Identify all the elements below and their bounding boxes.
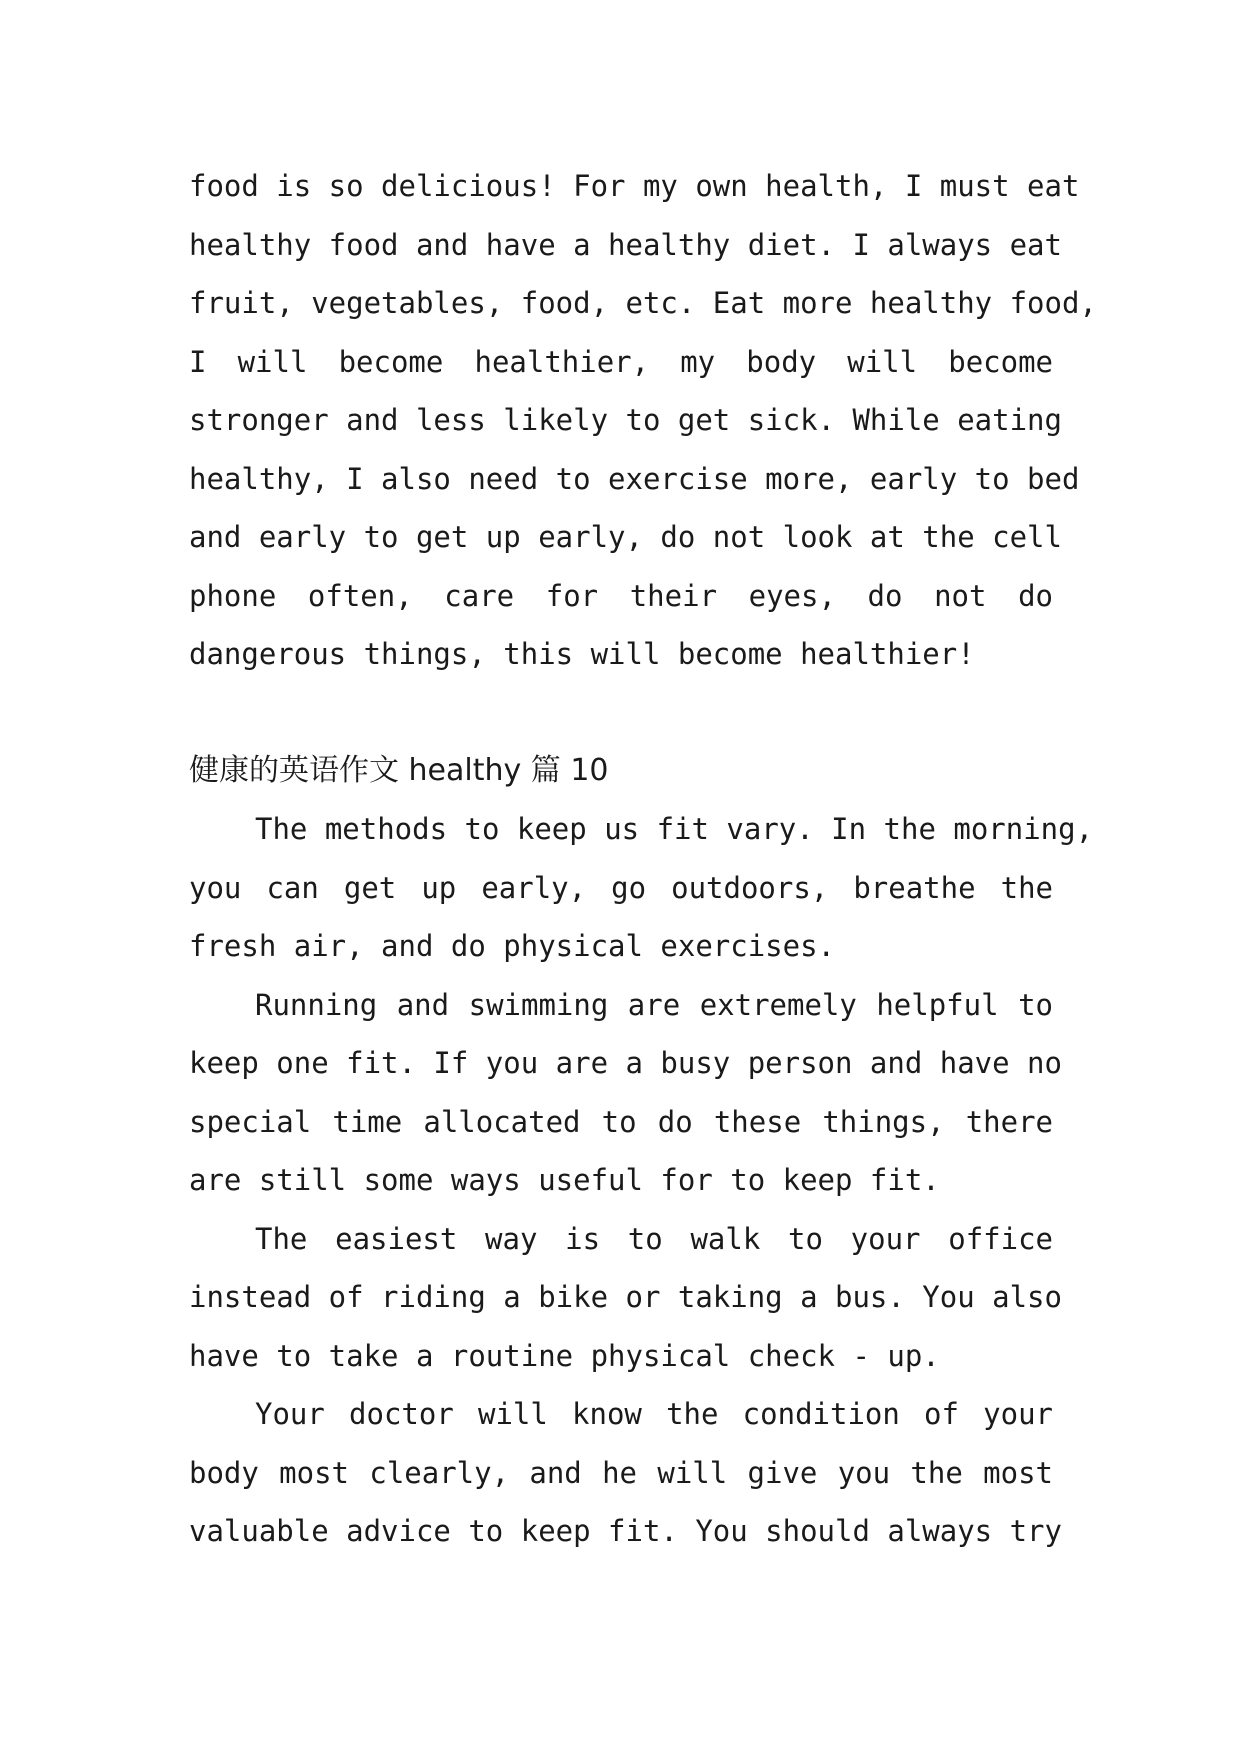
text-line: valuable advice to keep fit. You should always try xyxy=(189,1514,1062,1548)
text-line: phone often, care for their eyes, do not do xyxy=(189,578,1053,613)
text-line: dangerous things, this will become healthier! xyxy=(189,637,975,671)
text-line: food is so delicious! For my own health, I must eat xyxy=(189,169,1080,203)
text-line: special time allocated to do these things, there xyxy=(189,1104,1053,1139)
paragraph xyxy=(189,800,1094,976)
text-line: fruit, vegetables, food, etc. Eat more healthy food, xyxy=(189,286,1097,320)
text-line: Your doctor will know the condition of your xyxy=(255,1397,1053,1431)
continuation-paragraph xyxy=(189,157,1097,684)
text-line: The methods to keep us fit vary. In the morning, xyxy=(255,812,1094,846)
text-line: Running and swimming are extremely helpful to xyxy=(255,987,1053,1022)
paragraph xyxy=(189,1210,1062,1386)
text-line: body most clearly, and he will give you the most xyxy=(189,1455,1053,1490)
paragraph xyxy=(189,976,1062,1210)
text-line: stronger and less likely to get sick. While eating xyxy=(189,403,1062,437)
text-line: I will become healthier, my body will become xyxy=(189,344,1053,379)
text-line: The easiest way is to walk to your office xyxy=(255,1221,1053,1256)
section-body xyxy=(189,800,1094,1561)
text-line: healthy, I also need to exercise more, early to bed xyxy=(189,461,1080,496)
text-line: have to take a routine physical check - up. xyxy=(189,1338,940,1373)
paragraph xyxy=(189,1385,1062,1561)
text-line: keep one fit. If you are a busy person and have no xyxy=(189,1046,1062,1080)
section-heading: 健康的英语作文 healthy 篇 10 xyxy=(189,753,609,788)
text-line: instead of riding a bike or taking a bus. You also xyxy=(189,1280,1062,1314)
text-line: healthy food and have a healthy diet. I always eat xyxy=(189,227,1062,262)
text-line: fresh air, and do physical exercises. xyxy=(189,929,836,963)
text-line: are still some ways useful for to keep fit. xyxy=(189,1163,940,1197)
section-heading-block xyxy=(189,742,1053,801)
text-line: and early to get up early, do not look at the cell xyxy=(189,520,1062,554)
text-line: you can get up early, go outdoors, breathe the xyxy=(189,870,1053,905)
